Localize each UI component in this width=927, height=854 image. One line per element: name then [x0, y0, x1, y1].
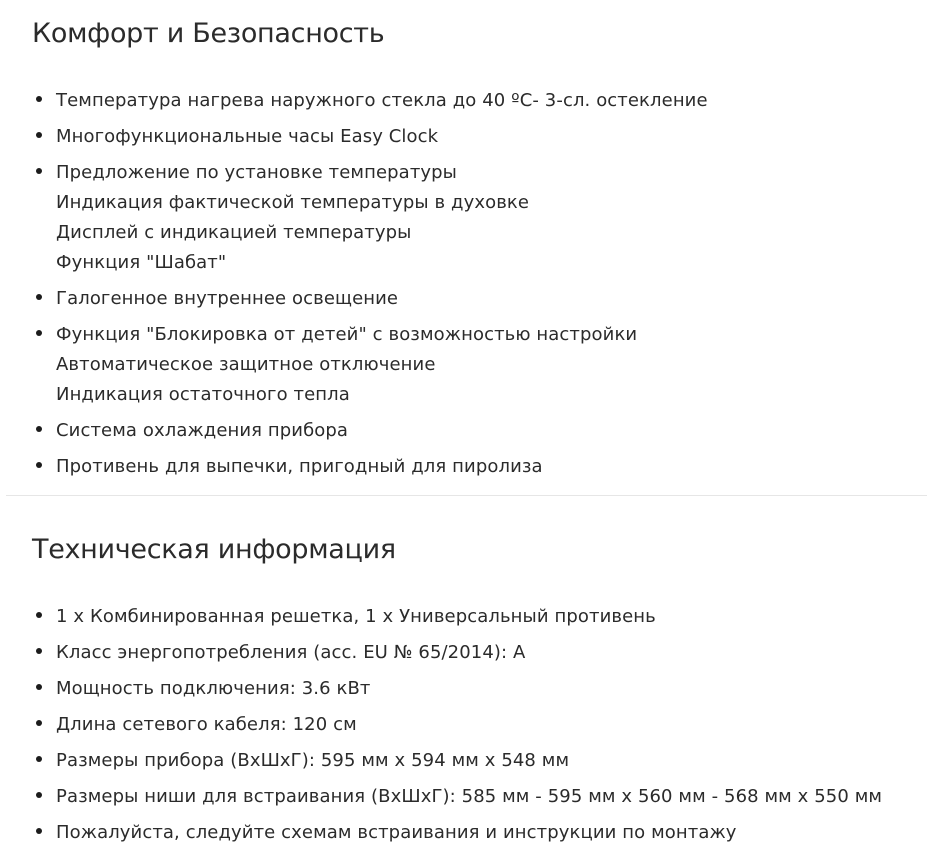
bullet-icon: [36, 828, 42, 834]
list-item-text: Размеры ниши для встраивания (ВхШхГ): 585 мм - 595 мм x 560 мм - 568 мм x 550 мм: [56, 786, 883, 807]
list-item: [0, 86, 708, 116]
list-item-text: Мощность подключения: 3.6 кВт: [56, 678, 371, 699]
comfort-feature-list: [0, 86, 708, 488]
bullet-icon: [36, 648, 42, 654]
list-item-text: Дисплей с индикацией температуры: [56, 222, 412, 243]
section-divider: [6, 495, 927, 496]
list-item-text: Предложение по установке температуры: [56, 162, 457, 183]
list-item-text: Противень для выпечки, пригодный для пиролиза: [56, 456, 543, 477]
list-item: [0, 674, 882, 704]
bullet-icon: [36, 426, 42, 432]
bullet-icon: [36, 330, 42, 336]
list-item-text: Пожалуйста, следуйте схемам встраивания и инструкции по монтажу: [56, 822, 737, 843]
bullet-icon: [36, 720, 42, 726]
list-item: [0, 638, 882, 668]
bullet-icon: [36, 612, 42, 618]
list-item: [0, 320, 708, 410]
list-item: [0, 416, 708, 446]
list-item-text: Автоматическое защитное отключение: [56, 354, 436, 375]
bullet-icon: [36, 792, 42, 798]
list-item: [0, 452, 708, 482]
list-item: [0, 158, 708, 278]
section-title-comfort-safety: Комфорт и Безопасность: [32, 18, 385, 49]
list-item-text: Галогенное внутреннее освещение: [56, 288, 399, 309]
bullet-icon: [36, 132, 42, 138]
list-item-text: Длина сетевого кабеля: 120 см: [56, 714, 357, 735]
list-item-text: Функция "Блокировка от детей" с возможностью настройки: [56, 324, 638, 345]
list-item: [0, 782, 882, 812]
list-item: [0, 746, 882, 776]
technical-spec-list: [0, 602, 882, 854]
section-title-technical-info: Техническая информация: [32, 534, 396, 565]
list-item: [0, 818, 882, 848]
bullet-icon: [36, 294, 42, 300]
list-item-text: Индикация остаточного тепла: [56, 384, 350, 405]
list-item-text: Класс энергопотребления (асс. EU № 65/2014): A: [56, 642, 526, 663]
list-item-text: Размеры прибора (ВхШхГ): 595 мм x 594 мм x 548 мм: [56, 750, 570, 771]
bullet-icon: [36, 756, 42, 762]
bullet-icon: [36, 462, 42, 468]
bullet-icon: [36, 168, 42, 174]
list-item-text: Функция "Шабат": [56, 252, 227, 273]
bullet-icon: [36, 684, 42, 690]
list-item: [0, 710, 882, 740]
list-item-text: 1 х Комбинированная решетка, 1 х Универсальный противень: [56, 606, 656, 627]
list-item-text: Индикация фактической температуры в духовке: [56, 192, 530, 213]
list-item-text: Система охлаждения прибора: [56, 420, 349, 441]
list-item-text: Многофункциональные часы Easy Clock: [56, 126, 439, 147]
list-item: [0, 122, 708, 152]
bullet-icon: [36, 96, 42, 102]
list-item-text: Температура нагрева наружного стекла до 40 ºС- 3-сл. остекление: [56, 90, 708, 111]
list-item: [0, 602, 882, 632]
list-item: [0, 284, 708, 314]
